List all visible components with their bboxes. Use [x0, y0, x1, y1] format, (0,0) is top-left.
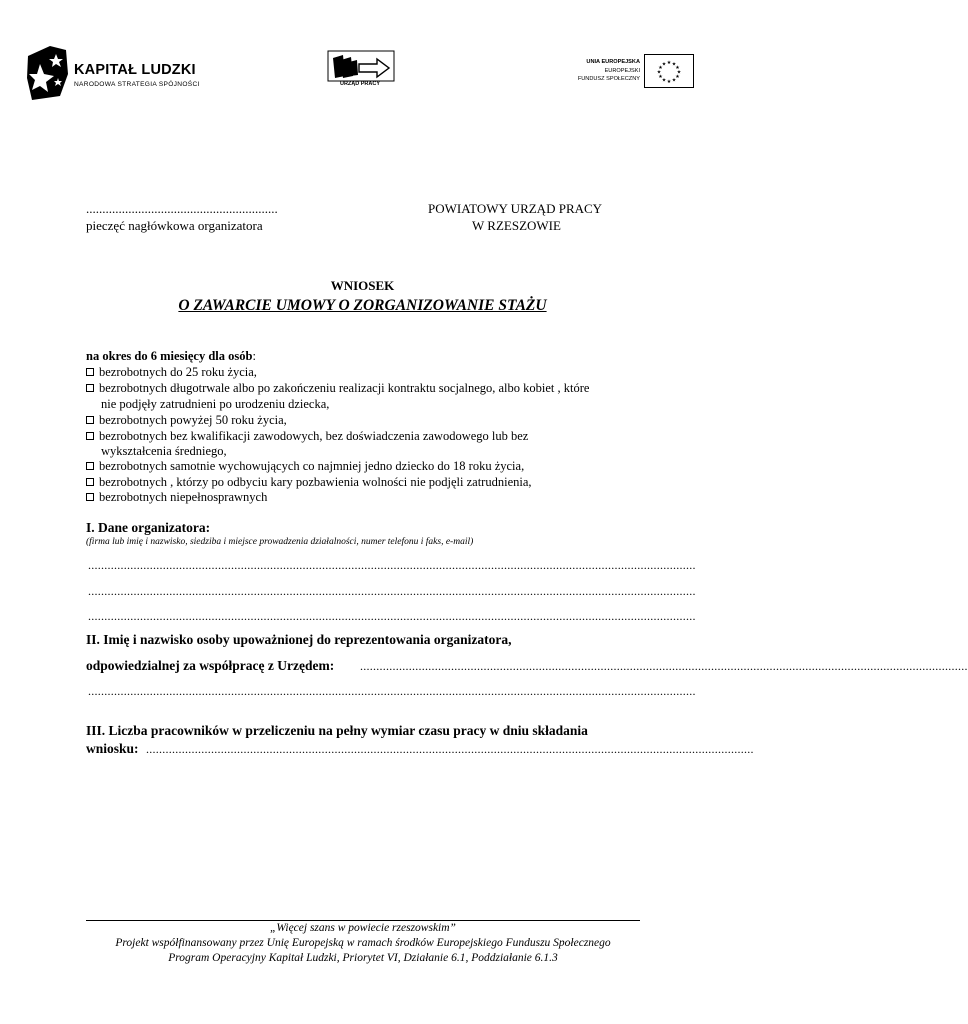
- recipient-line2: W RZESZOWIE: [472, 218, 561, 233]
- section1-heading: I. Dane organizatora:: [86, 520, 211, 535]
- document-title: WNIOSEK: [330, 278, 395, 293]
- svg-text:★: ★: [675, 65, 680, 71]
- list-item-text: bezrobotnych długotrwale albo po zakończeniu realizacji kontraktu socjalnego, albo kobiet , które: [99, 381, 590, 395]
- footer-line1: „Więcej szans w powiecie rzeszowskim”: [270, 922, 456, 934]
- eu-flag-icon: [644, 54, 694, 88]
- fill-line-representative-2[interactable]: ...........................................................................................................................................................................................: [88, 684, 696, 698]
- intro-text: [86, 349, 256, 364]
- fill-line-organizer-3[interactable]: ...........................................................................................................................................................................................: [88, 609, 696, 623]
- urzad-pracy-label: URZĄD PRACY: [339, 81, 381, 87]
- list-item: [86, 490, 267, 505]
- list-item-text: bezrobotnych samotnie wychowujących co najmniej jedno dziecko do 18 roku życia,: [99, 459, 525, 473]
- svg-text:★: ★: [676, 69, 682, 76]
- checkbox-icon: [86, 368, 94, 376]
- eu-line1: UNIA EUROPEJSKA: [586, 59, 640, 65]
- list-item: [86, 365, 257, 380]
- fill-line-organizer-2[interactable]: ...........................................................................................................................................................................................: [88, 584, 696, 598]
- svg-text:★: ★: [666, 60, 672, 66]
- checkbox-icon: [86, 478, 94, 486]
- recipient-line1: POWIATOWY URZĄD PRACY: [428, 201, 603, 216]
- intro-bold: na okres do 6 miesięcy dla osób: [86, 349, 253, 363]
- section2-line1: II. Imię i nazwisko osoby upoważnionej do reprezentowania organizatora,: [86, 632, 512, 647]
- fill-line-organizer-1[interactable]: ...........................................................................................................................................................................................: [88, 558, 696, 572]
- svg-text:★: ★: [675, 74, 680, 80]
- list-item-text: bezrobotnych niepełnosprawnych: [99, 490, 268, 504]
- footer-line2: Projekt współfinansowany przez Unię Europejską w ramach środków Europejskiego Funduszu Społecznego: [115, 937, 611, 949]
- list-item-continued: wykształcenia średniego,: [101, 444, 227, 458]
- document-subtitle: O ZAWARCIE UMOWY O ZORGANIZOWANIE STAŻU: [178, 297, 547, 314]
- kapital-ludzki-logo: [26, 44, 216, 102]
- svg-text:★: ★: [658, 65, 663, 71]
- eu-line3: FUNDUSZ SPOŁECZNY: [577, 76, 640, 82]
- footer-line3: Program Operacyjny Kapitał Ludzki, Priorytet VI, Działanie 6.1, Poddziałanie 6.1.3: [168, 952, 558, 964]
- urzad-pracy-logo: [327, 50, 395, 92]
- list-item-continued: nie podjęły zatrudnieni po urodzeniu dziecka,: [101, 397, 330, 411]
- footer-divider: [86, 920, 640, 921]
- svg-text:★: ★: [661, 77, 667, 84]
- stamp-label: pieczęć nagłówkowa organizatora: [86, 218, 263, 233]
- svg-text:★: ★: [666, 79, 672, 85]
- svg-text:★: ★: [658, 74, 663, 80]
- section1-hint: (firma lub imię i nazwisko, siedziba i miejsce prowadzenia działalności, numer telefonu i faks, e-mail): [86, 537, 474, 547]
- svg-text:★: ★: [671, 77, 677, 84]
- fill-line-employees[interactable]: ...........................................................................................................................................................................................: [146, 742, 754, 756]
- list-item: [86, 413, 287, 428]
- checkbox-icon: [86, 432, 94, 440]
- kapital-ludzki-title: KAPITAŁ LUDZKI: [74, 62, 196, 78]
- section2-line2: odpowiedzialnej za współpracę z Urzędem:: [86, 658, 335, 673]
- list-item-text: bezrobotnych do 25 roku życia,: [99, 365, 257, 379]
- kapital-ludzki-subtitle: NARODOWA STRATEGIA SPÓJNOŚCI: [74, 81, 200, 88]
- list-item: [86, 429, 528, 444]
- section3-line2: wniosku:: [86, 741, 139, 756]
- checkbox-icon: [86, 493, 94, 501]
- eu-logo: [560, 54, 694, 94]
- eu-line2: EUROPEJSKI: [604, 68, 640, 74]
- urzad-pracy-emblem-icon: [327, 50, 395, 82]
- list-item-text: bezrobotnych bez kwalifikacji zawodowych, bez doświadczenia zawodowego lub bez: [99, 429, 529, 443]
- list-item: [86, 459, 524, 474]
- kapital-ludzki-emblem-icon: [26, 44, 70, 102]
- list-item-text: bezrobotnych powyżej 50 roku życia,: [99, 413, 287, 427]
- checkbox-icon: [86, 384, 94, 392]
- svg-text:★: ★: [656, 69, 662, 76]
- list-item: [86, 381, 589, 396]
- fill-line-representative-1[interactable]: ...........................................................................................................................................................................................: [360, 659, 968, 673]
- stamp-dots: ...........................................................: [86, 201, 278, 216]
- section3-line1: III. Liczba pracowników w przeliczeniu na pełny wymiar czasu pracy w dniu składania: [86, 723, 588, 738]
- svg-text:★: ★: [661, 61, 667, 68]
- intro-colon: :: [252, 349, 256, 363]
- list-item-text: bezrobotnych , którzy po odbyciu kary pozbawienia wolności nie podjęli zatrudnienia,: [99, 475, 532, 489]
- checkbox-icon: [86, 462, 94, 470]
- svg-text:★: ★: [671, 61, 677, 68]
- list-item: [86, 475, 532, 490]
- checkbox-icon: [86, 416, 94, 424]
